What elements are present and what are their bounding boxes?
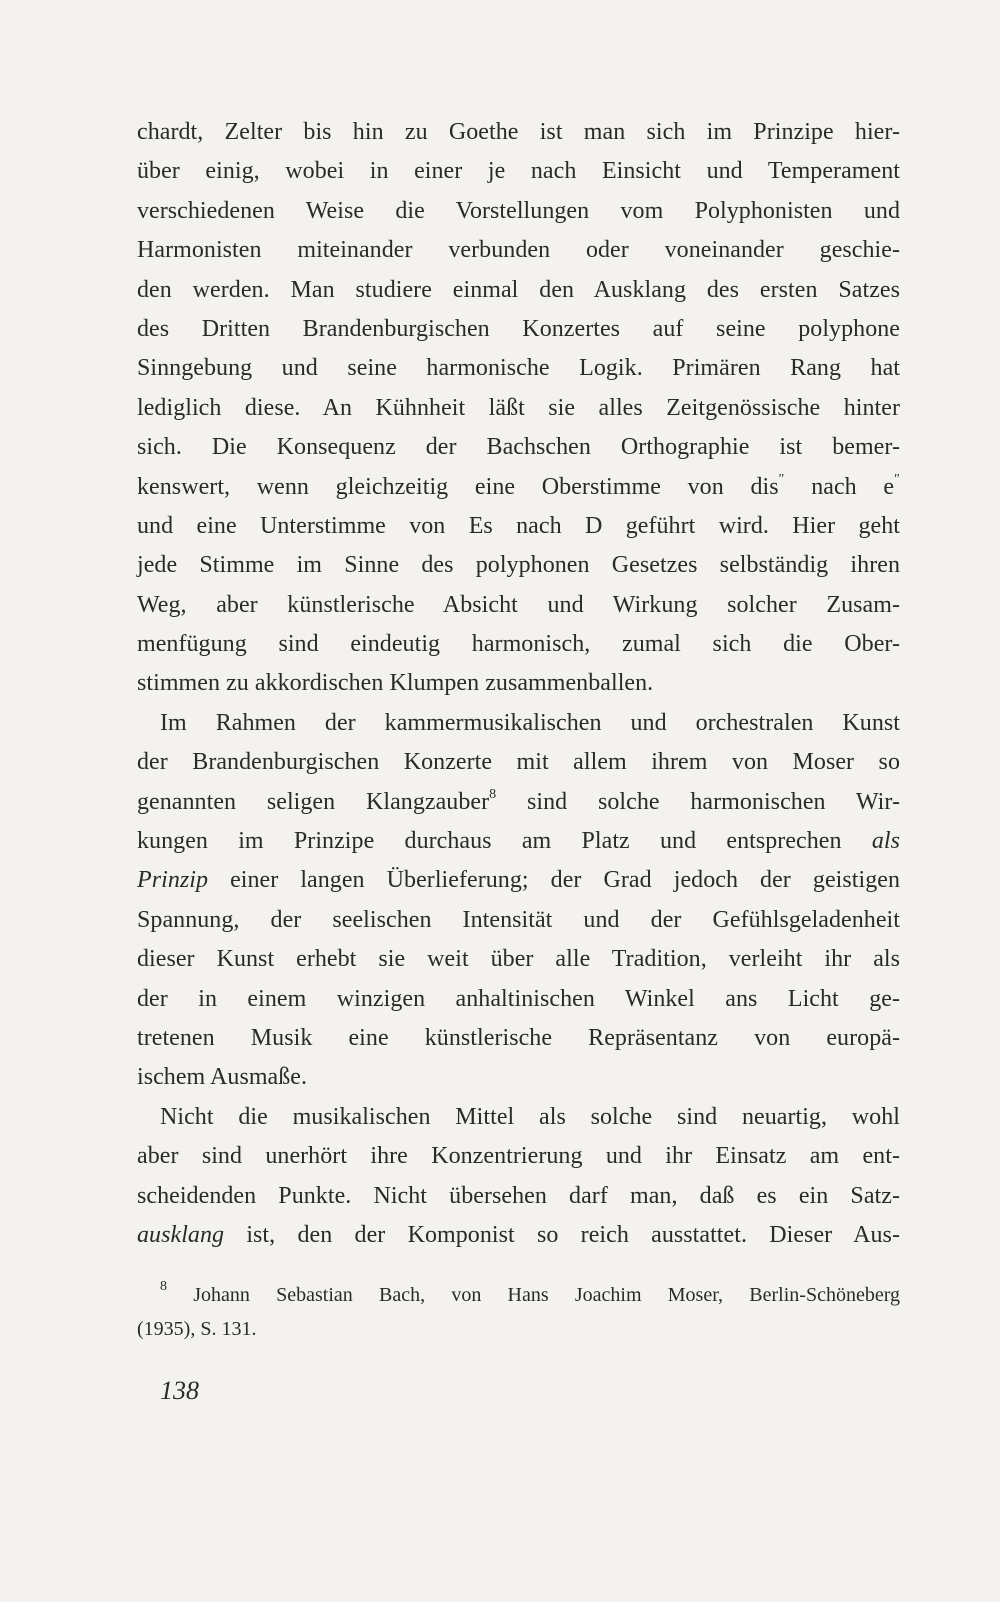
text-line: lediglich diese. An Kühnheit läßt sie alles Zeitgenössische hinter xyxy=(137,394,900,421)
text-line: und eine Unterstimme von Es nach D geführt wird. Hier geht xyxy=(137,512,900,539)
text-line: chardt, Zelter bis hin zu Goethe ist man sich im Prinzipe hier- xyxy=(137,119,900,145)
text-line: der in einem winzigen anhaltinischen Winkel ans Licht ge- xyxy=(137,985,900,1012)
text-line: menfügung sind eindeutig harmonisch, zumal sich die Ober- xyxy=(137,631,900,658)
text-line: tretenen Musik eine künstlerische Repräsentanz von europä- xyxy=(137,1024,900,1051)
footnote-line xyxy=(137,1278,900,1312)
text-line: Sinngebung und seine harmonische Logik. Primären Rang hat xyxy=(137,355,900,382)
text-line xyxy=(137,1216,900,1255)
text-segment: genannten seligen Klangzauber xyxy=(137,788,490,815)
footnote-marker: 8 xyxy=(160,1279,167,1294)
text-segment: ist, den der Komponist so reich ausstattet. Dieser Aus- xyxy=(224,1221,900,1248)
text-segment: einer langen Überlieferung; der Grad jedoch der geistigen xyxy=(208,867,900,894)
text-line: verschiedenen Weise die Vorstellungen vom Polyphonisten und xyxy=(137,197,900,224)
text-line: den werden. Man studiere einmal den Ausklang des ersten Satzes xyxy=(137,276,900,303)
text-line: der Brandenburgischen Konzerte mit allem ihrem von Moser so xyxy=(137,749,900,776)
text-segment: sind solche harmonischen Wir- xyxy=(496,788,900,815)
footnote-text: Johann Sebastian Bach, von Hans Joachim Moser, Berlin-Schöneberg xyxy=(167,1284,900,1306)
text-line: über einig, wobei in einer je nach Einsicht und Temperament xyxy=(137,158,900,185)
double-prime-mark: ″ xyxy=(778,471,785,487)
italic-text: Prinzip xyxy=(137,867,209,894)
text-line: stimmen zu akkordischen Klumpen zusammenballen. xyxy=(137,670,654,697)
footnote-reference: 8 xyxy=(489,786,497,802)
italic-text: ausklang xyxy=(137,1221,225,1248)
paragraph-start-line: Im Rahmen der kammermusikalischen und orchestralen Kunst xyxy=(160,709,900,736)
text-line: Harmonisten miteinander verbunden oder voneinander geschie- xyxy=(137,237,900,264)
text-line: des Dritten Brandenburgischen Konzertes auf seine polyphone xyxy=(137,315,900,342)
text-line xyxy=(137,783,900,822)
footnote xyxy=(137,1278,900,1346)
italic-text: als xyxy=(871,828,900,855)
page-number: 138 xyxy=(160,1376,199,1405)
text-line: ischem Ausmaße. xyxy=(137,1064,308,1091)
text-line: scheidenden Punkte. Nicht übersehen darf man, daß es ein Satz- xyxy=(137,1182,900,1209)
paragraph-start-line: Nicht die musikalischen Mittel als solche sind neuartig, wohl xyxy=(160,1103,900,1130)
text-line xyxy=(137,822,900,861)
text-line: jede Stimme im Sinne des polyphonen Gesetzes selbständig ihren xyxy=(137,552,900,579)
body-text xyxy=(137,113,900,1255)
footnote-line: (1935), S. 131. xyxy=(137,1318,257,1340)
text-line: dieser Kunst erhebt sie weit über alle Tradition, verleiht ihr als xyxy=(137,946,900,973)
double-prime-mark: ″ xyxy=(894,471,900,487)
text-segment: nach e xyxy=(784,473,895,500)
text-line: Weg, aber künstlerische Absicht und Wirkung solcher Zusam- xyxy=(137,591,900,618)
text-line: sich. Die Konsequenz der Bachschen Orthographie ist bemer- xyxy=(137,434,900,461)
text-segment: kenswert, wenn gleichzeitig eine Oberstimme von dis xyxy=(137,473,779,500)
text-line: Spannung, der seelischen Intensität und der Gefühlsgeladenheit xyxy=(137,906,900,933)
text-line xyxy=(137,861,900,900)
text-segment: kungen im Prinzipe durchaus am Platz und entsprechen xyxy=(137,828,872,855)
text-line: aber sind unerhört ihre Konzentrierung und ihr Einsatz am ent- xyxy=(137,1143,900,1170)
text-line xyxy=(137,468,900,507)
